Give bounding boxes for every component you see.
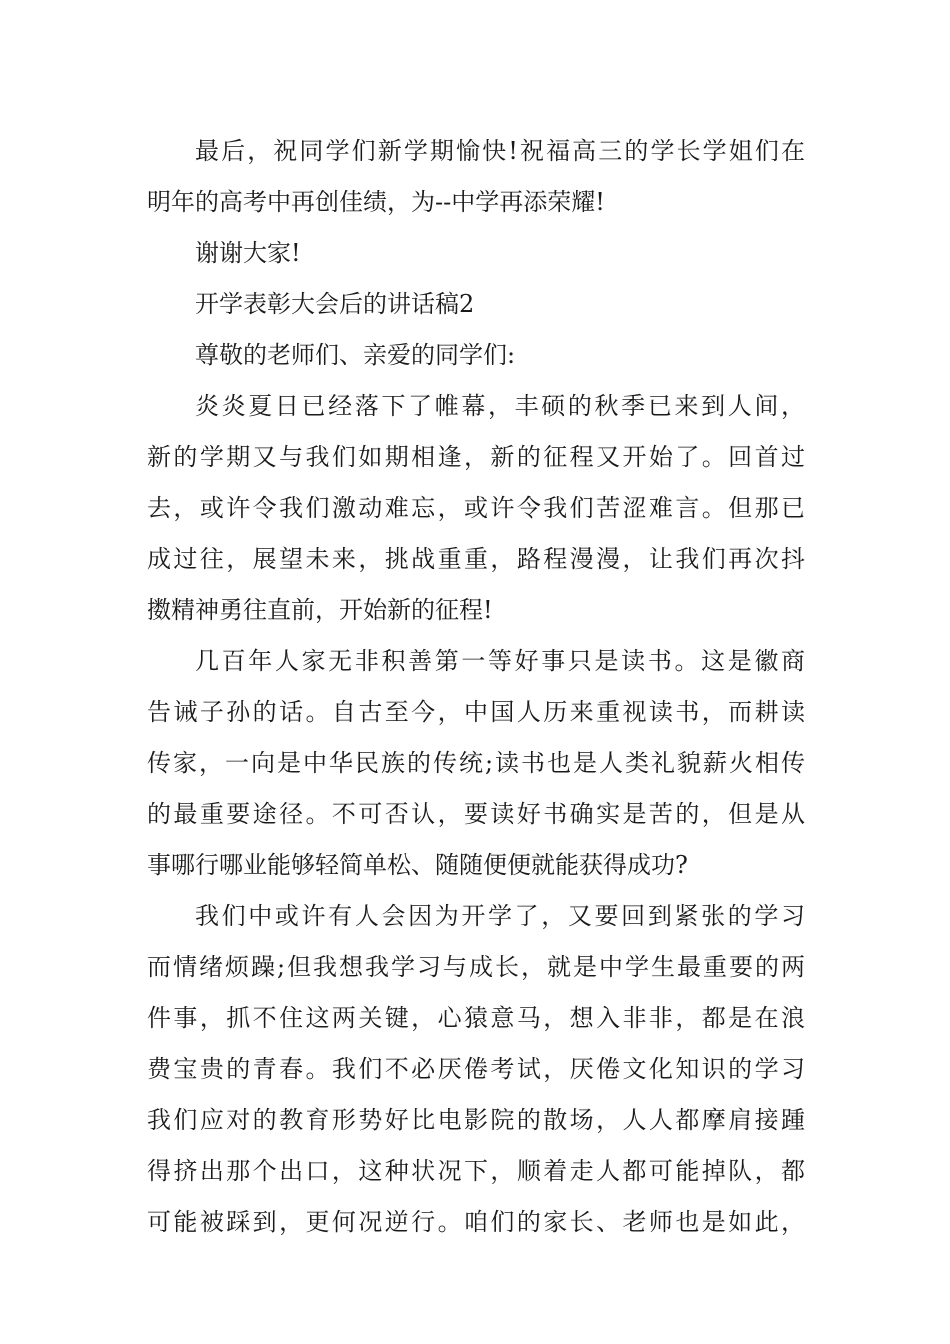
section-title: [147, 279, 805, 330]
text-line: 我们应对的教育形势好比电影院的散场，人人都摩肩接踵: [147, 1106, 805, 1134]
text-line: 而情绪烦躁;但我想我学习与成长，就是中学生最重要的两: [147, 953, 805, 981]
paragraph-reading: [147, 636, 805, 891]
paragraph-salutation: [147, 330, 805, 381]
document-body: [147, 126, 805, 1248]
text-line: 得挤出那个出口，这种状况下，顺着走人都可能掉队，都: [147, 1157, 805, 1185]
text-line: 开学表彰大会后的讲话稿2: [195, 290, 475, 318]
paragraph-new-semester: [147, 381, 805, 636]
text-line: 尊敬的老师们、亲爱的同学们:: [195, 341, 516, 369]
text-line: 擞精神勇往直前，开始新的征程!: [147, 596, 493, 624]
text-line: 几百年人家无非积善第一等好事只是读书。这是徽商: [195, 647, 805, 675]
paragraph-study-growth: [147, 891, 805, 1248]
text-line: 炎炎夏日已经落下了帷幕，丰硕的秋季已来到人间，: [195, 392, 805, 420]
text-line: 谢谢大家!: [195, 239, 301, 267]
text-line: 费宝贵的青春。我们不必厌倦考试，厌倦文化知识的学习: [147, 1055, 805, 1083]
paragraph-thanks: [147, 228, 805, 279]
text-line: 告诫子孙的话。自古至今，中国人历来重视读书，而耕读: [147, 698, 805, 726]
text-line: 去，或许令我们激动难忘，或许令我们苦涩难言。但那已: [147, 494, 805, 522]
text-line: 事哪行哪业能够轻简单松、随随便便就能获得成功?: [147, 851, 688, 879]
text-line: 可能被踩到，更何况逆行。咱们的家长、老师也是如此，: [147, 1208, 805, 1236]
text-line: 传家，一向是中华民族的传统;读书也是人类礼貌薪火相传: [147, 749, 805, 777]
text-line: 新的学期又与我们如期相逢，新的征程又开始了。回首过: [147, 443, 805, 471]
text-line: 成过往，展望未来，挑战重重，路程漫漫，让我们再次抖: [147, 545, 805, 573]
text-line: 我们中或许有人会因为开学了，又要回到紧张的学习: [195, 902, 805, 930]
text-line: 明年的高考中再创佳绩，为--中学再添荣耀!: [147, 188, 605, 216]
text-line: 的最重要途径。不可否认，要读好书确实是苦的，但是从: [147, 800, 805, 828]
text-line: 件事，抓不住这两关键，心猿意马，想入非非，都是在浪: [147, 1004, 805, 1032]
text-line: 最后，祝同学们新学期愉快!祝福高三的学长学姐们在: [195, 137, 805, 165]
paragraph-closing-wishes: [147, 126, 805, 228]
